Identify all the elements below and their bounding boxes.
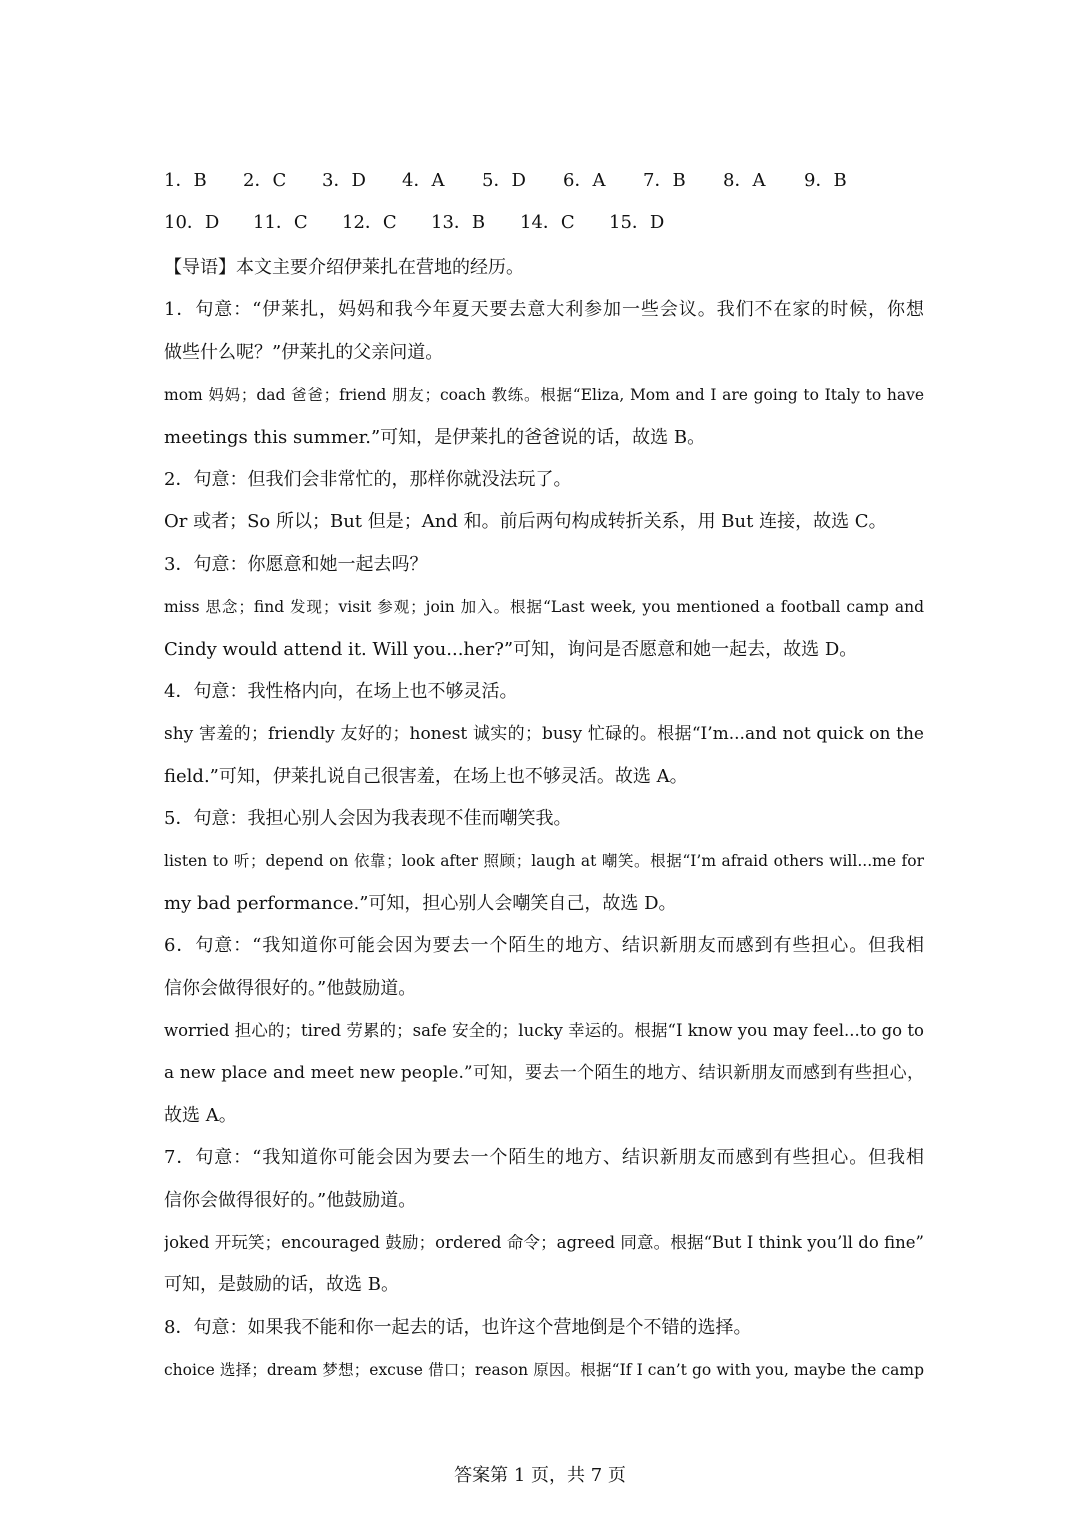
- text-line: a new place and meet new people.”可知，要去一个陌生的地方、结识新朋友而感到有些担心，: [164, 1063, 924, 1084]
- answer-item: 14．C: [520, 212, 575, 233]
- text-line: mom 妈妈；dad 爸爸；friend 朋友；coach 教练。根据“Eliza, Mom and I are going to Italy to have: [164, 386, 924, 405]
- text-line: Cindy would attend it. Will you...her?”可知，询问是否愿意和她一起去，故选 D。: [164, 638, 858, 660]
- intro-line: 【导语】本文主要介绍伊莱扎在营地的经历。: [164, 257, 524, 278]
- text-line: 1．句意：“伊莱扎，妈妈和我今年夏天要去意大利参加一些会议。我们不在家的时候，你想: [164, 299, 924, 321]
- text-line: 故选 A。: [164, 1104, 237, 1126]
- explanation-text: [164, 247, 924, 1392]
- text-line: 做些什么呢？”伊莱扎的父亲问道。: [164, 341, 444, 363]
- answer-item: 7．B: [643, 170, 686, 191]
- answer-item: 1．B: [164, 170, 207, 191]
- text-line: my bad performance.”可知，担心别人会嘲笑自己，故选 D。: [164, 892, 677, 914]
- answer-item: 13．B: [431, 212, 486, 233]
- text-line: shy 害羞的；friendly 友好的；honest 诚实的；busy 忙碌的。根据“I’m...and not quick on the: [164, 724, 924, 745]
- text-line: miss 思念；find 发现；visit 参观；join 加入。根据“Last week, you mentioned a football camp and: [164, 598, 924, 617]
- text-line: 6．句意：“我知道你可能会因为要去一个陌生的地方、结识新朋友而感到有些担心。但我相: [164, 935, 924, 957]
- answer-item: 11．C: [253, 212, 308, 233]
- text-line: 7．句意：“我知道你可能会因为要去一个陌生的地方、结识新朋友而感到有些担心。但我相: [164, 1147, 924, 1169]
- answer-item: 10．D: [164, 212, 220, 233]
- text-line: 可知，是鼓励的话，故选 B。: [164, 1274, 399, 1296]
- answer-item: 2．C: [243, 170, 287, 191]
- answer-item: 6．A: [563, 170, 606, 191]
- text-line: meetings this summer.”可知，是伊莱扎的爸爸说的话，故选 B。: [164, 426, 706, 448]
- text-line: worried 担心的；tired 劳累的；safe 安全的；lucky 幸运的。根据“I know you may feel...to go to: [164, 1021, 924, 1041]
- text-line: 2．句意：但我们会非常忙的，那样你就没法玩了。: [164, 468, 572, 490]
- text-line: field.”可知，伊莱扎说自己很害羞，在场上也不够灵活。故选 A。: [164, 765, 688, 787]
- text-line: 5．句意：我担心别人会因为我表现不佳而嘲笑我。: [164, 808, 572, 830]
- text-line: 信你会做得很好的。”他鼓励道。: [164, 1189, 417, 1211]
- text-line: choice 选择；dream 梦想；excuse 借口；reason 原因。根据“If I can’t go with you, maybe the camp: [164, 1361, 924, 1380]
- text-line: 3．句意：你愿意和她一起去吗？: [164, 553, 428, 575]
- answer-item: 5．D: [482, 170, 526, 191]
- answer-item: 8．A: [723, 170, 766, 191]
- text-line: 4．句意：我性格内向，在场上也不够灵活。: [164, 680, 518, 702]
- answer-item: 3．D: [322, 170, 366, 191]
- page-footer: 答案第 1 页，共 7 页: [454, 1465, 626, 1486]
- text-line: 8．句意：如果我不能和你一起去的话，也许这个营地倒是个不错的选择。: [164, 1316, 752, 1338]
- answer-item: 12．C: [342, 212, 397, 233]
- text-line: Or 或者；So 所以；But 但是；And 和。前后两句构成转折关系，用 But 连接，故选 C。: [164, 511, 887, 533]
- answer-item: 9．B: [804, 170, 847, 191]
- text-line: listen to 听；depend on 依靠；look after 照顾；laugh at 嘲笑。根据“I’m afraid others will...me for: [164, 852, 924, 871]
- answer-item: 15．D: [609, 212, 665, 233]
- answer-item: 4．A: [402, 170, 445, 191]
- text-line: joked 开玩笑；encouraged 鼓励；ordered 命令；agreed 同意。根据“But I think you’ll do fine”: [164, 1232, 924, 1252]
- text-line: 信你会做得很好的。”他鼓励道。: [164, 977, 417, 999]
